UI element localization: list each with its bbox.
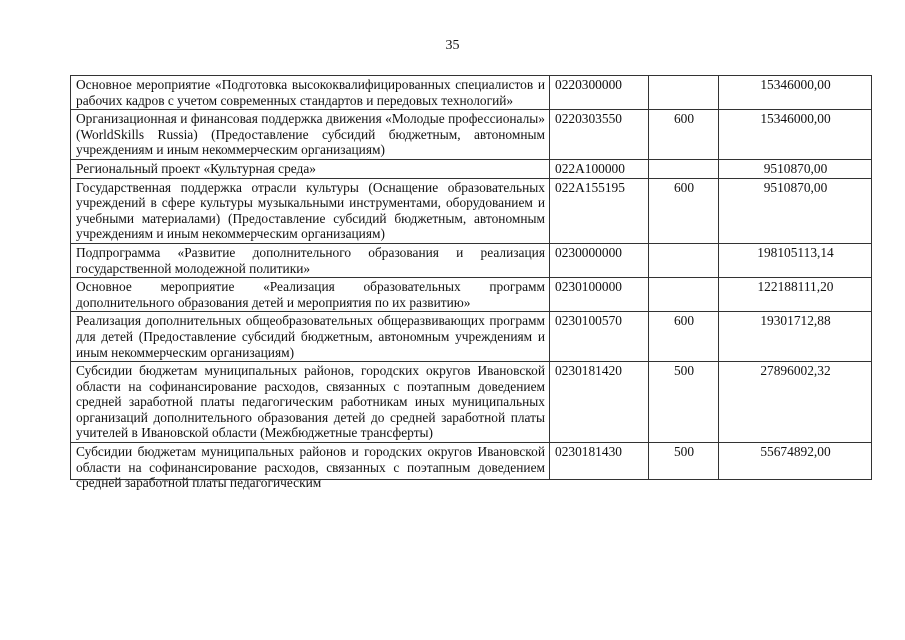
budget-table bbox=[70, 75, 872, 491]
row-name-cell: Организационная и финансовая поддержка движения «Молодые профессионалы» (WorldSkills Russia) (Предоставление субсидий бюджетным, автономным учреждениям и иным некоммерческим организациям) bbox=[71, 110, 550, 160]
row-sum-cell: 198105113,14 bbox=[719, 243, 872, 277]
table-row bbox=[71, 76, 872, 110]
row-code-cell: 0230100570 bbox=[550, 312, 649, 362]
row-name-cell: Основное мероприятие «Подготовка высококвалифицированных специалистов и рабочих кадров с учетом современных стандартов и передовых технологий» bbox=[71, 76, 550, 110]
row-code-cell: 0230181420 bbox=[550, 362, 649, 443]
row-type-cell: 600 bbox=[649, 178, 719, 243]
row-name-cell: Реализация дополнительных общеобразовательных общеразвивающих программ для детей (Предоставление субсидий бюджетным, автономным учреждениям и иным некоммерческим организациям) bbox=[71, 312, 550, 362]
row-code-cell: 0220303550 bbox=[550, 110, 649, 160]
row-sum-cell: 15346000,00 bbox=[719, 110, 872, 160]
table-row bbox=[71, 443, 872, 480]
row-name-cell: Субсидии бюджетам муниципальных районов, городских округов Ивановской области на софинансирование расходов, связанных с поэтапным доведением средней заработной платы педагогическим работникам иных муниципальных организаций дополнительного образования детей до средней заработной платы учителей в Ивановской области (Межбюджетные трансферты) bbox=[71, 362, 550, 443]
row-type-cell: 600 bbox=[649, 312, 719, 362]
table-row bbox=[71, 159, 872, 178]
row-code-cell: 0230100000 bbox=[550, 278, 649, 312]
table-row bbox=[71, 178, 872, 243]
row-sum-cell: 122188111,20 bbox=[719, 278, 872, 312]
row-type-cell bbox=[649, 243, 719, 277]
row-sum-cell: 15346000,00 bbox=[719, 76, 872, 110]
row-sum-cell: 9510870,00 bbox=[719, 178, 872, 243]
table-row bbox=[71, 362, 872, 443]
row-sum-cell: 9510870,00 bbox=[719, 159, 872, 178]
page-number: 35 bbox=[445, 38, 460, 53]
row-code-cell: 0230181430 bbox=[550, 443, 649, 480]
row-code-cell: 0220300000 bbox=[550, 76, 649, 110]
table-row bbox=[71, 110, 872, 160]
row-name-cell: Региональный проект «Культурная среда» bbox=[71, 159, 550, 178]
row-type-cell bbox=[649, 278, 719, 312]
row-name-text: Субсидии бюджетам муниципальных районов и городских округов Ивановской области на софинансирование расходов, связанных с поэтапным доведением средней заработной платы педагогическим bbox=[76, 444, 545, 491]
row-name-cell: Основное мероприятие «Реализация образовательных программ дополнительного образования детей и мероприятия по их развитию» bbox=[71, 278, 550, 312]
row-name-cell bbox=[71, 443, 550, 491]
table-row bbox=[71, 243, 872, 277]
row-sum-cell: 55674892,00 bbox=[719, 443, 872, 480]
row-name-cell: Государственная поддержка отрасли культуры (Оснащение образовательных учреждений в сфере культуры музыкальными инструментами, оборудованием и учебными материалами) (Предоставление субсидий бюджетным, автономным учреждениям и иным некоммерческим организациям) bbox=[71, 178, 550, 243]
row-type-cell bbox=[649, 76, 719, 110]
row-sum-cell: 27896002,32 bbox=[719, 362, 872, 443]
row-code-cell: 022A100000 bbox=[550, 159, 649, 178]
row-type-cell: 500 bbox=[649, 362, 719, 443]
row-type-cell: 600 bbox=[649, 110, 719, 160]
row-type-cell bbox=[649, 159, 719, 178]
row-code-cell: 0230000000 bbox=[550, 243, 649, 277]
table-row bbox=[71, 312, 872, 362]
row-type-cell: 500 bbox=[649, 443, 719, 480]
row-sum-cell: 19301712,88 bbox=[719, 312, 872, 362]
table-row bbox=[71, 278, 872, 312]
row-code-cell: 022A155195 bbox=[550, 178, 649, 243]
row-name-cell: Подпрограмма «Развитие дополнительного образования и реализация государственной молодежной политики» bbox=[71, 243, 550, 277]
